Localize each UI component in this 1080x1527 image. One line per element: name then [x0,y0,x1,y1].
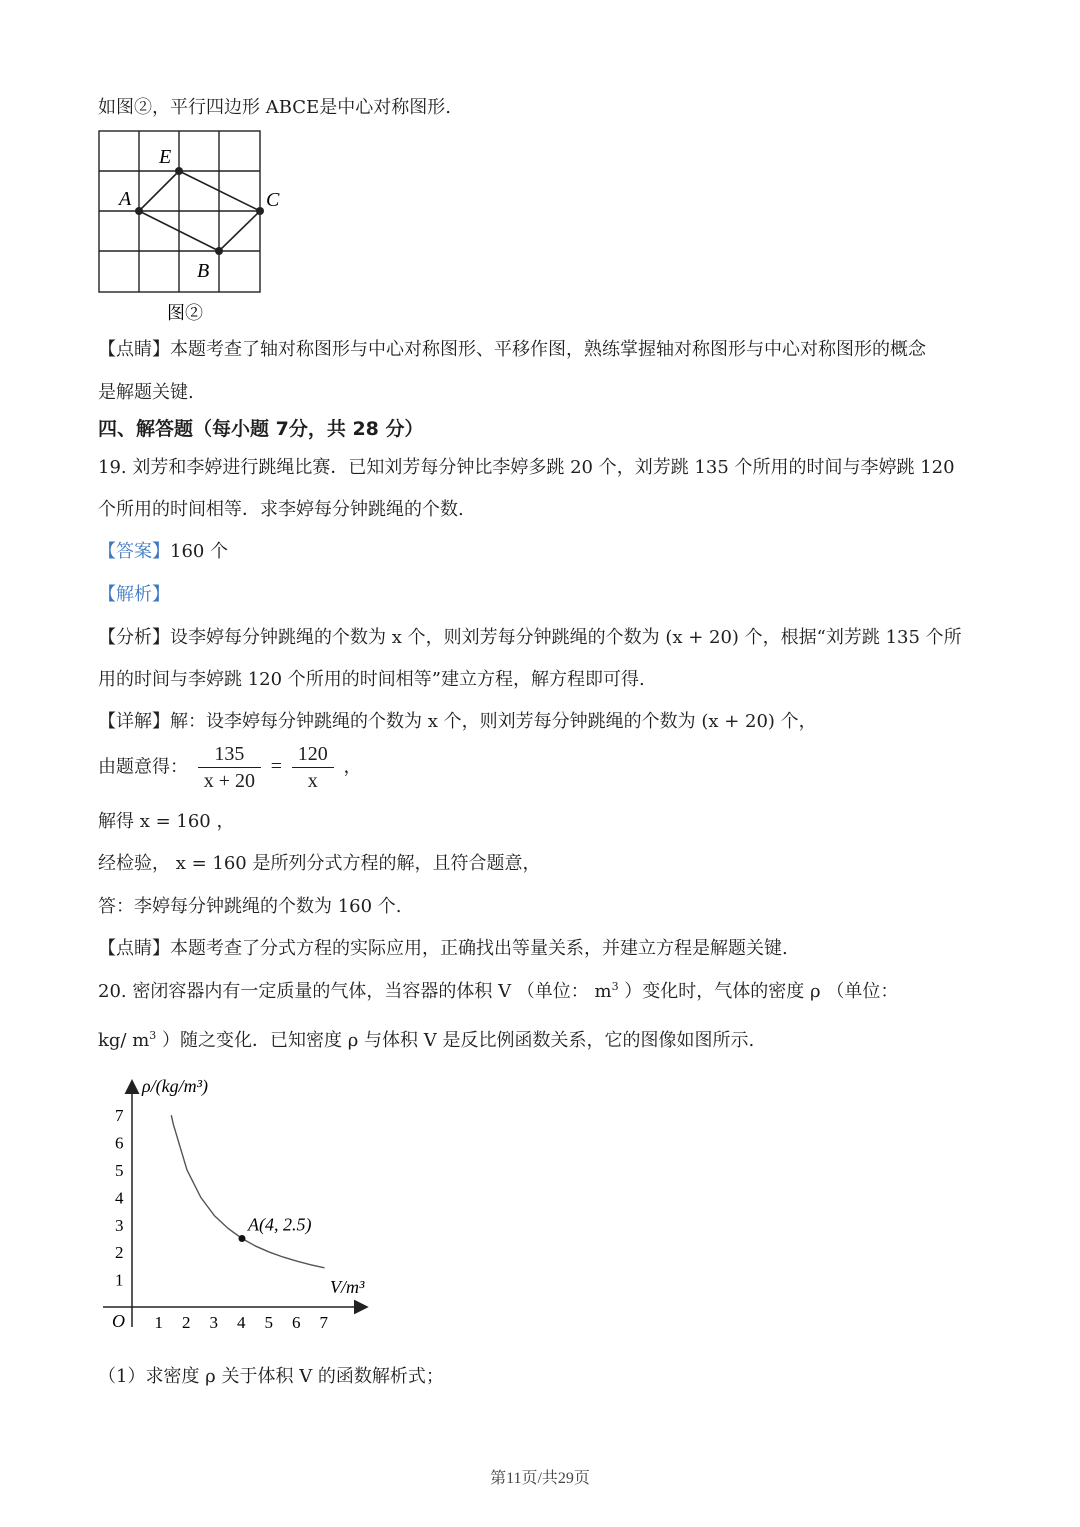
point-e [175,167,183,175]
q19-line2: 个所用的时间相等．求李婷每分钟跳绳的个数. [98,499,464,520]
y-tick-label: 3 [115,1215,124,1235]
q19-conclusion: 答：李婷每分钟跳绳的个数为 160 个. [98,896,402,917]
x-tick-label: 1 [154,1313,163,1332]
eq-prefix: 由题意得： [98,756,188,778]
q20-line2-sup: 3 [149,1029,157,1042]
q19-xiangjie: 【详解】解：设李婷每分钟跳绳的个数为 x 个，则刘芳每分钟跳绳的个数为 (x + 20) 个， [98,711,817,732]
q20-line1-text: 20. 密闭容器内有一定质量的气体，当容器的体积 V （单位： m [98,981,612,1002]
review-18-line2: 是解题关键. [98,382,194,403]
y-tick-label: 4 [115,1188,124,1208]
q19-fenxi-line1: 【分析】设李婷每分钟跳绳的个数为 x 个，则刘芳每分钟跳绳的个数为 (x + 20) 个，根据“刘芳跳 135 个所 [98,627,962,648]
q19-review: 【点睛】本题考查了分式方程的实际应用，正确找出等量关系，并建立方程是解题关键. [98,938,788,959]
point-a-marker [239,1235,246,1242]
label-c: C [266,189,280,211]
point-b [215,247,223,255]
q19-solve: 解得 x = 160 ， [98,811,235,832]
figure-2 [90,122,300,327]
intro-text: 如图②，平行四边形 ABCE是中心对称图形. [98,97,451,118]
q19-equation [98,741,362,794]
eq-suffix: ， [343,756,362,778]
y-tick-label: 6 [115,1133,124,1153]
q20-line1 [98,977,898,1003]
q20-line2-tail: ）随之变化．已知密度 ρ 与体积 V 是反比例函数关系，它的图像如图所示. [156,1030,755,1051]
x-tick-label: 5 [264,1313,273,1332]
x-tick-label: 7 [319,1313,328,1332]
q20-line1-sup: 3 [611,980,619,993]
q20-line1-tail: ）变化时，气体的密度 ρ （单位： [618,981,899,1002]
point-a [135,207,143,215]
label-e: E [159,146,172,168]
x-tick-label: 2 [182,1313,191,1332]
eq-equals: = [270,755,283,778]
fraction-left [198,741,261,794]
fraction-right-num: 120 [292,741,334,768]
fraction-right [292,741,334,794]
y-tick-label: 5 [115,1161,124,1180]
review-18-line1: 【点睛】本题考查了轴对称图形与中心对称图形、平移作图，熟练掌握轴对称图形与中心对称图形的概念 [98,339,926,360]
y-axis-label: ρ/(kg/m³) [142,1076,209,1097]
point-a-label: A(4, 2.5) [248,1214,312,1235]
fraction-left-den: x + 20 [203,770,256,792]
label-b: B [197,260,210,282]
density-volume-chart [95,1070,395,1340]
x-tick-label: 3 [209,1313,218,1332]
fraction-left-num: 135 [198,741,261,768]
q20-line2 [98,1026,754,1052]
analysis-tag: 【解析】 [98,584,170,605]
q19-check: 经检验， x = 160 是所列分式方程的解，且符合题意， [98,853,541,874]
q20-part1: （1）求密度 ρ 关于体积 V 的函数解析式； [98,1366,444,1387]
point-c [256,207,264,215]
origin-label: O [112,1311,125,1331]
x-axis-label: V/m³ [330,1277,365,1297]
figure-caption: 图② [167,303,203,323]
y-tick-label: 2 [115,1243,124,1263]
fraction-right-den: x [307,770,318,792]
x-tick-label: 4 [237,1313,246,1332]
q19-line1: 19. 刘芳和李婷进行跳绳比赛．已知刘芳每分钟比李婷多跳 20 个，刘芳跳 135 个所用的时间与李婷跳 120 [98,457,955,478]
grid [99,131,260,292]
x-tick-label: 6 [292,1313,301,1332]
section-heading: 四、解答题（每小题 7分，共 28 分） [98,418,424,440]
answer-value: 160 个 [170,541,229,562]
label-a: A [119,188,132,210]
q19-answer [98,537,228,563]
y-tick-label: 1 [115,1270,124,1290]
y-tick-label: 7 [115,1106,124,1126]
answer-tag: 【答案】 [98,541,170,562]
q19-fenxi-line2: 用的时间与李婷跳 120 个所用的时间相等”建立方程，解方程即可得. [98,669,645,690]
page-footer: 第11页/共29页 [490,1470,590,1487]
q20-line2-unit: kg/ m [98,1030,150,1051]
inverse-curve [171,1115,324,1268]
